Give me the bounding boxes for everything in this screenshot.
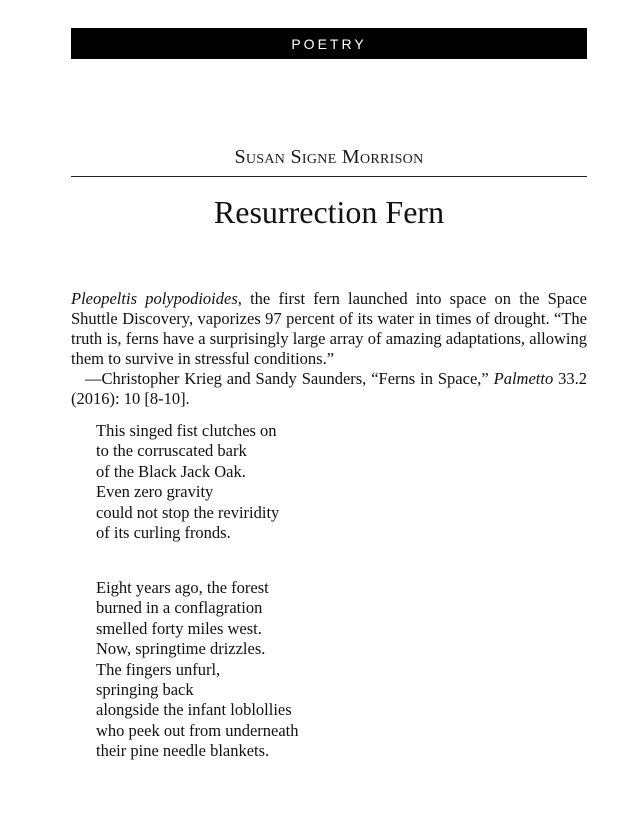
poem-line: burned in a conflagration (96, 598, 263, 618)
poem-line: Eight years ago, the forest (96, 578, 269, 597)
poem-line: their pine needle blankets. (96, 741, 270, 761)
poem-line: to the corruscated bark (96, 441, 247, 461)
poem-line: Even zero gravity (96, 482, 214, 502)
poem-line: Now, springtime drizzles. (96, 639, 266, 659)
section-label: POETRY (291, 36, 367, 52)
poem-line: springing back (96, 680, 194, 700)
poem-line: smelled forty miles west. (96, 618, 262, 638)
attribution-suffix: 33.2 (2016): 10 [8-10]. (71, 369, 587, 408)
poem-line: This singed fist clutches on (96, 421, 277, 440)
poem-line: of its curling fronds. (96, 523, 231, 543)
stanza-2 (96, 578, 576, 762)
poem-author: Susan Signe Morrison (234, 146, 424, 168)
epigraph-text: , the first fern launched into space on the Space Shuttle Discovery, vaporizes 97 percent of its water in times of drought. “The truth is, ferns have a surprisingly large array of amazing adaptations, allowing them to survive in stressful conditions.” (71, 289, 587, 368)
attribution-journal: Palmetto (493, 369, 554, 388)
stanza-1 (96, 421, 576, 543)
section-header-bar (71, 28, 587, 59)
poem-line: who peek out from underneath (96, 720, 299, 740)
epigraph-species: Pleopeltis polypodioides (71, 289, 238, 308)
poem-line: could not stop the reviridity (96, 502, 280, 522)
author-divider (71, 176, 587, 177)
epigraph-quote (71, 289, 587, 369)
poem-line: The fingers unfurl, (96, 659, 221, 679)
poem-line: alongside the infant loblollies (96, 700, 292, 720)
poem-title: Resurrection Fern (213, 194, 445, 230)
epigraph (71, 289, 587, 409)
epigraph-attribution (71, 369, 587, 409)
poem-line: of the Black Jack Oak. (96, 461, 246, 481)
attribution-prefix: —Christopher Krieg and Sandy Saunders, “Ferns in Space,” (85, 369, 494, 388)
